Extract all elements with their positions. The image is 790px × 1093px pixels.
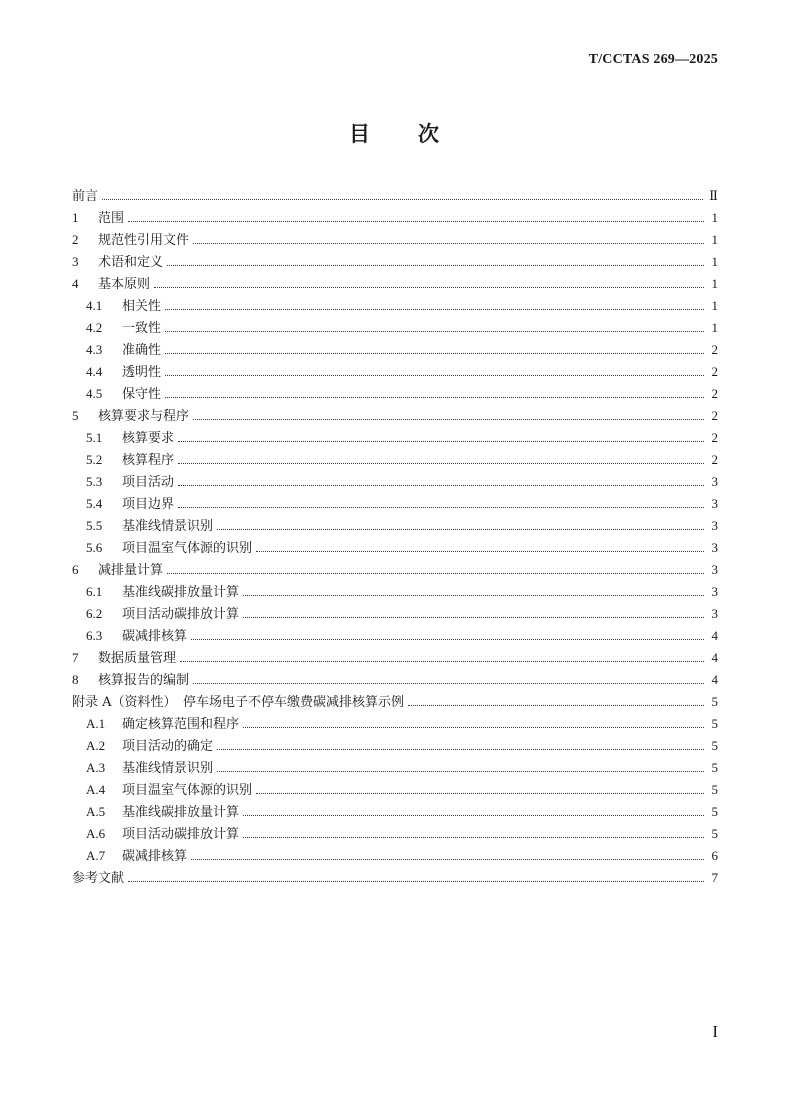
- toc-entry-number: A.5: [86, 804, 106, 819]
- toc-entry-page: 3: [711, 584, 718, 599]
- toc-entry-page: 1: [711, 254, 718, 269]
- toc-entry[interactable]: [72, 427, 718, 449]
- toc-leader-dots: [243, 595, 704, 596]
- toc-entry-page: 3: [711, 562, 718, 577]
- toc-entry-page: 5: [711, 760, 718, 775]
- toc-entry-page: 3: [711, 540, 718, 555]
- toc-entry[interactable]: [72, 625, 718, 647]
- toc-entry-label: 准确性: [122, 343, 162, 358]
- toc-entry-label: 项目活动的确定: [122, 739, 214, 754]
- toc-entry-page: Ⅱ: [709, 188, 718, 203]
- toc-entry-number: A.4: [86, 782, 106, 797]
- toc-leader-dots: [165, 309, 704, 310]
- toc-entry-number: 4.5: [86, 386, 103, 401]
- toc-leader-dots: [243, 837, 704, 838]
- toc-entry-number: 5.1: [86, 430, 103, 445]
- toc-entry-number: 1: [72, 210, 79, 225]
- toc-entry-number: 6.3: [86, 628, 103, 643]
- toc-entry-page: 1: [711, 232, 718, 247]
- document-code: T/CCTAS 269—2025: [588, 52, 718, 67]
- toc-leader-dots: [102, 199, 703, 200]
- toc-entry[interactable]: [72, 471, 718, 493]
- toc-entry[interactable]: [72, 647, 718, 669]
- toc-leader-dots: [193, 243, 704, 244]
- toc-entry[interactable]: [72, 339, 718, 361]
- toc-entry-page: 5: [711, 694, 718, 709]
- title-part-1: 目: [349, 122, 372, 146]
- page-number: I: [712, 1022, 718, 1041]
- toc-leader-dots: [408, 705, 704, 706]
- toc-entry-number: 5: [72, 408, 79, 423]
- toc-entry-page: 5: [711, 716, 718, 731]
- toc-entry-number: 5.4: [86, 496, 103, 511]
- page-title: [0, 118, 790, 148]
- title-part-2: 次: [418, 122, 441, 146]
- toc-entry-number: A.7: [86, 848, 106, 863]
- toc-entry-label: 项目活动: [122, 475, 175, 490]
- toc-entry-page: 2: [711, 430, 718, 445]
- toc-entry[interactable]: [72, 317, 718, 339]
- toc-entry-page: 2: [711, 342, 718, 357]
- toc-entry-label: 项目温室气体源的识别: [122, 541, 253, 556]
- toc-leader-dots: [167, 573, 704, 574]
- toc-leader-dots: [165, 353, 704, 354]
- toc-entry-label: 碳减排核算: [122, 849, 188, 864]
- toc-leader-dots: [243, 815, 704, 816]
- toc-entry-number: 6.2: [86, 606, 103, 621]
- toc-leader-dots: [178, 463, 704, 464]
- toc-entry-label: 数据质量管理: [98, 651, 177, 666]
- toc-entry[interactable]: [72, 845, 718, 867]
- toc-leader-dots: [165, 331, 704, 332]
- toc-leader-dots: [178, 507, 704, 508]
- toc-entry-label: 保守性: [122, 387, 162, 402]
- toc-entry-page: 5: [711, 826, 718, 841]
- toc-entry-label: 参考文献: [72, 871, 125, 886]
- toc-entry-label: 相关性: [122, 299, 162, 314]
- toc-entry-page: 1: [711, 298, 718, 313]
- toc-entry-number: 5.2: [86, 452, 103, 467]
- toc-entry-number: 6.1: [86, 584, 103, 599]
- toc-leader-dots: [256, 551, 704, 552]
- toc-entry[interactable]: [72, 735, 718, 757]
- toc-entry-number: 8: [72, 672, 79, 687]
- toc-entry-label: 透明性: [122, 365, 162, 380]
- toc-entry[interactable]: [72, 801, 718, 823]
- toc-entry-number: 5.5: [86, 518, 103, 533]
- toc-entry[interactable]: [72, 669, 718, 691]
- toc-leader-dots: [128, 881, 704, 882]
- toc-leader-dots: [154, 287, 704, 288]
- toc-entry-label: 一致性: [122, 321, 162, 336]
- toc-entry-page: 4: [711, 672, 718, 687]
- toc-entry[interactable]: [72, 251, 718, 273]
- table-of-contents: [72, 185, 718, 889]
- toc-entry-page: 3: [711, 496, 718, 511]
- toc-entry-label: 碳减排核算: [122, 629, 188, 644]
- toc-entry[interactable]: [72, 823, 718, 845]
- toc-entry[interactable]: [72, 273, 718, 295]
- toc-leader-dots: [256, 793, 704, 794]
- toc-leader-dots: [128, 221, 704, 222]
- toc-entry[interactable]: [72, 361, 718, 383]
- toc-leader-dots: [165, 397, 704, 398]
- toc-entry-number: 6: [72, 562, 79, 577]
- toc-leader-dots: [243, 617, 704, 618]
- toc-entry-label: 附录 A（资料性） 停车场电子不停车缴费碳减排核算示例: [72, 695, 405, 710]
- toc-entry-label: 范围: [98, 211, 125, 226]
- toc-entry-page: 3: [711, 518, 718, 533]
- toc-entry-label: 项目活动碳排放计算: [122, 827, 240, 842]
- toc-entry-label: 术语和定义: [98, 255, 164, 270]
- toc-entry-page: 1: [711, 276, 718, 291]
- toc-entry[interactable]: [72, 207, 718, 229]
- toc-entry-label: 减排量计算: [98, 563, 164, 578]
- toc-entry[interactable]: [72, 383, 718, 405]
- toc-entry-number: A.3: [86, 760, 106, 775]
- toc-leader-dots: [191, 639, 704, 640]
- toc-entry-page: 5: [711, 782, 718, 797]
- toc-entry-page: 3: [711, 606, 718, 621]
- toc-entry-number: 4.4: [86, 364, 103, 379]
- toc-entry-label: 基准线碳排放量计算: [122, 585, 240, 600]
- toc-entry-number: 4.3: [86, 342, 103, 357]
- toc-leader-dots: [217, 771, 704, 772]
- toc-entry-page: 1: [711, 210, 718, 225]
- toc-leader-dots: [191, 859, 704, 860]
- toc-entry-label: 项目温室气体源的识别: [122, 783, 253, 798]
- toc-entry-label: 前言: [72, 189, 99, 204]
- toc-entry[interactable]: [72, 691, 718, 713]
- toc-entry-page: 2: [711, 364, 718, 379]
- toc-entry[interactable]: [72, 493, 718, 515]
- toc-entry-label: 基准线情景识别: [122, 761, 214, 776]
- toc-entry-number: A.6: [86, 826, 106, 841]
- toc-leader-dots: [178, 441, 704, 442]
- toc-entry-number: 7: [72, 650, 79, 665]
- toc-entry-label: 基准线碳排放量计算: [122, 805, 240, 820]
- toc-entry[interactable]: [72, 515, 718, 537]
- toc-entry-page: 5: [711, 804, 718, 819]
- toc-leader-dots: [180, 661, 704, 662]
- toc-entry[interactable]: [72, 559, 718, 581]
- toc-entry[interactable]: [72, 603, 718, 625]
- toc-entry[interactable]: [72, 185, 718, 207]
- toc-entry-label: 核算程序: [122, 453, 175, 468]
- toc-entry[interactable]: [72, 581, 718, 603]
- toc-entry-label: 基本原则: [98, 277, 151, 292]
- toc-entry-page: 2: [711, 452, 718, 467]
- toc-entry-label: 核算要求与程序: [98, 409, 190, 424]
- toc-entry[interactable]: [72, 757, 718, 779]
- toc-entry[interactable]: [72, 295, 718, 317]
- toc-entry-page: 4: [711, 628, 718, 643]
- toc-leader-dots: [165, 375, 704, 376]
- toc-entry-page: 7: [711, 870, 718, 885]
- toc-entry-label: 核算要求: [122, 431, 175, 446]
- toc-entry-page: 2: [711, 408, 718, 423]
- toc-entry-label: 项目边界: [122, 497, 175, 512]
- toc-leader-dots: [193, 419, 704, 420]
- toc-entry-page: 4: [711, 650, 718, 665]
- toc-entry-label: 确定核算范围和程序: [122, 717, 240, 732]
- toc-entry-label: 核算报告的编制: [98, 673, 190, 688]
- toc-entry-number: 4.2: [86, 320, 103, 335]
- toc-leader-dots: [217, 529, 704, 530]
- toc-leader-dots: [217, 749, 704, 750]
- toc-entry-number: 3: [72, 254, 79, 269]
- toc-entry-page: 3: [711, 474, 718, 489]
- toc-entry-number: 5.3: [86, 474, 103, 489]
- toc-entry-number: A.1: [86, 716, 106, 731]
- toc-entry[interactable]: [72, 713, 718, 735]
- toc-entry[interactable]: [72, 779, 718, 801]
- toc-leader-dots: [178, 485, 704, 486]
- toc-entry[interactable]: [72, 229, 718, 251]
- toc-leader-dots: [243, 727, 704, 728]
- toc-leader-dots: [167, 265, 704, 266]
- toc-entry-number: 2: [72, 232, 79, 247]
- toc-entry[interactable]: [72, 537, 718, 559]
- toc-entry-label: 项目活动碳排放计算: [122, 607, 240, 622]
- toc-entry-label: 基准线情景识别: [122, 519, 214, 534]
- toc-leader-dots: [193, 683, 704, 684]
- toc-entry-page: 1: [711, 320, 718, 335]
- toc-entry-number: 4: [72, 276, 79, 291]
- toc-entry-page: 2: [711, 386, 718, 401]
- toc-entry-page: 5: [711, 738, 718, 753]
- toc-entry[interactable]: [72, 867, 718, 889]
- toc-entry-number: 4.1: [86, 298, 103, 313]
- toc-entry[interactable]: [72, 405, 718, 427]
- toc-entry-page: 6: [711, 848, 718, 863]
- toc-entry-number: A.2: [86, 738, 106, 753]
- toc-entry[interactable]: [72, 449, 718, 471]
- toc-entry-label: 规范性引用文件: [98, 233, 190, 248]
- toc-entry-number: 5.6: [86, 540, 103, 555]
